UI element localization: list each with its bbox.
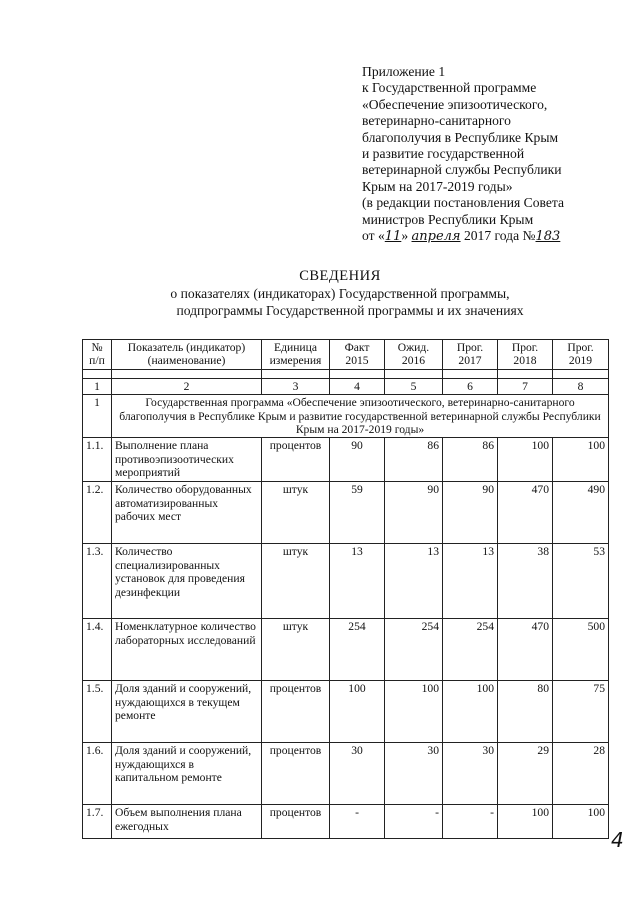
row-value-2018: 38 — [498, 544, 553, 619]
row-value-2017: 13 — [443, 544, 498, 619]
row-num: 1.5. — [83, 681, 112, 743]
row-num: 1.6. — [83, 743, 112, 805]
header-unit: Единица измерения — [262, 340, 330, 370]
appendix-line: и развитие государственной — [362, 146, 525, 162]
row-unit: штук — [262, 544, 330, 619]
table-row — [83, 743, 609, 805]
row-value-2015: 59 — [330, 482, 385, 544]
header-2019: Прог. 2019 — [553, 340, 609, 370]
date-year: 2017 года № — [463, 228, 536, 244]
header-num: № п/п — [83, 340, 112, 370]
row-indicator-name: Количество специализированных установок для проведения дезинфекции — [112, 544, 262, 619]
appendix-line: «Обеспечение эпизоотического, — [362, 96, 548, 112]
spacer-row — [83, 369, 609, 378]
col-number: 6 — [443, 378, 498, 394]
table-row — [83, 544, 609, 619]
appendix-line: ветеринарной службы Республики — [362, 162, 562, 178]
row-unit: процентов — [262, 743, 330, 805]
row-value-2019: 53 — [553, 544, 609, 619]
row-value-2015: 90 — [330, 438, 385, 482]
date-month: апреля — [411, 229, 461, 245]
row-unit: штук — [262, 482, 330, 544]
table-row — [83, 482, 609, 544]
col-number: 7 — [498, 378, 553, 394]
document-title: СВЕДЕНИЯ — [299, 268, 381, 284]
row-value-2018: 100 — [498, 805, 553, 839]
date-mid: » — [401, 228, 409, 244]
program-row — [83, 395, 609, 438]
col-number: 8 — [553, 378, 609, 394]
row-unit: процентов — [262, 681, 330, 743]
row-num: 1.7. — [83, 805, 112, 839]
row-value-2018: 100 — [498, 438, 553, 482]
row-value-2019: 100 — [553, 438, 609, 482]
row-value-2017: 90 — [443, 482, 498, 544]
date-day: 11 — [384, 229, 402, 245]
row-value-2016: 86 — [385, 438, 443, 482]
resolution-date-line — [362, 228, 632, 245]
row-indicator-name: Доля зданий и сооружений, нуждающихся в капитальном ремонте — [112, 743, 262, 805]
row-value-2017: 86 — [443, 438, 498, 482]
row-value-2016: 100 — [385, 681, 443, 743]
header-2017: Прог. 2017 — [443, 340, 498, 370]
row-value-2018: 80 — [498, 681, 553, 743]
row-value-2017: 254 — [443, 619, 498, 681]
table-row — [83, 681, 609, 743]
row-value-2016: 254 — [385, 619, 443, 681]
appendix-line: министров Республики Крым — [362, 211, 534, 227]
row-value-2015: 254 — [330, 619, 385, 681]
row-value-2017: 100 — [443, 681, 498, 743]
row-unit: штук — [262, 619, 330, 681]
row-value-2015: - — [330, 805, 385, 839]
column-number-row — [83, 378, 609, 394]
indicator-rows — [83, 438, 609, 839]
appendix-line: к Государственной программе — [362, 80, 537, 96]
row-indicator-name: Номенклатурное количество лабораторных исследований — [112, 619, 262, 681]
row-value-2019: 75 — [553, 681, 609, 743]
appendix-block — [362, 64, 632, 245]
program-title: Государственная программа «Обеспечение эпизоотического, ветеринарно-санитарного благополучия в Республике Крым и развитие государственной ветеринарной службы Республики Крым на 2017-2019 годы» — [112, 395, 609, 438]
row-num: 1.2. — [83, 482, 112, 544]
indicators-table — [82, 339, 609, 839]
row-value-2018: 470 — [498, 619, 553, 681]
page-number: 4 — [611, 828, 624, 852]
row-value-2015: 30 — [330, 743, 385, 805]
resolution-number: 183 — [535, 229, 561, 245]
row-value-2019: 490 — [553, 482, 609, 544]
program-num: 1 — [83, 395, 112, 438]
row-unit: процентов — [262, 438, 330, 482]
row-value-2015: 13 — [330, 544, 385, 619]
header-2016: Ожид. 2016 — [385, 340, 443, 370]
appendix-line: благополучия в Республике Крым — [362, 129, 559, 145]
header-2018: Прог. 2018 — [498, 340, 553, 370]
appendix-line: Приложение 1 — [362, 64, 446, 79]
appendix-line: (в редакции постановления Совета — [362, 195, 565, 211]
row-value-2016: - — [385, 805, 443, 839]
col-number: 1 — [83, 378, 112, 394]
row-value-2018: 470 — [498, 482, 553, 544]
row-num: 1.3. — [83, 544, 112, 619]
row-value-2016: 90 — [385, 482, 443, 544]
row-value-2019: 28 — [553, 743, 609, 805]
row-num: 1.1. — [83, 438, 112, 482]
row-value-2017: - — [443, 805, 498, 839]
row-indicator-name: Количество оборудованных автоматизированных рабочих мест — [112, 482, 262, 544]
table-row — [83, 619, 609, 681]
appendix-line: Крым на 2017-2019 годы» — [362, 178, 513, 194]
row-value-2016: 30 — [385, 743, 443, 805]
row-indicator-name: Доля зданий и сооружений, нуждающихся в текущем ремонте — [112, 681, 262, 743]
date-prefix: от « — [362, 228, 385, 244]
col-number: 3 — [262, 378, 330, 394]
row-indicator-name: Объем выполнения плана ежегодных — [112, 805, 262, 839]
row-value-2019: 500 — [553, 619, 609, 681]
appendix-line: ветеринарно-санитарного — [362, 113, 511, 129]
row-value-2017: 30 — [443, 743, 498, 805]
col-number: 5 — [385, 378, 443, 394]
row-value-2016: 13 — [385, 544, 443, 619]
row-value-2019: 100 — [553, 805, 609, 839]
table-row — [83, 805, 609, 839]
row-indicator-name: Выполнение плана противоэпизоотических мероприятий — [112, 438, 262, 482]
header-2015: Факт 2015 — [330, 340, 385, 370]
document-subtitle-line1: о показателях (индикаторах) Государственной программы, — [170, 286, 510, 301]
header-indicator: Показатель (индикатор) (наименование) — [112, 340, 262, 370]
row-num: 1.4. — [83, 619, 112, 681]
table-header-row — [83, 340, 609, 370]
col-number: 4 — [330, 378, 385, 394]
row-value-2015: 100 — [330, 681, 385, 743]
row-unit: процентов — [262, 805, 330, 839]
table-row — [83, 438, 609, 482]
col-number: 2 — [112, 378, 262, 394]
document-subtitle-line2: подпрограммы Государственной программы и их значениях — [176, 303, 524, 318]
row-value-2018: 29 — [498, 743, 553, 805]
